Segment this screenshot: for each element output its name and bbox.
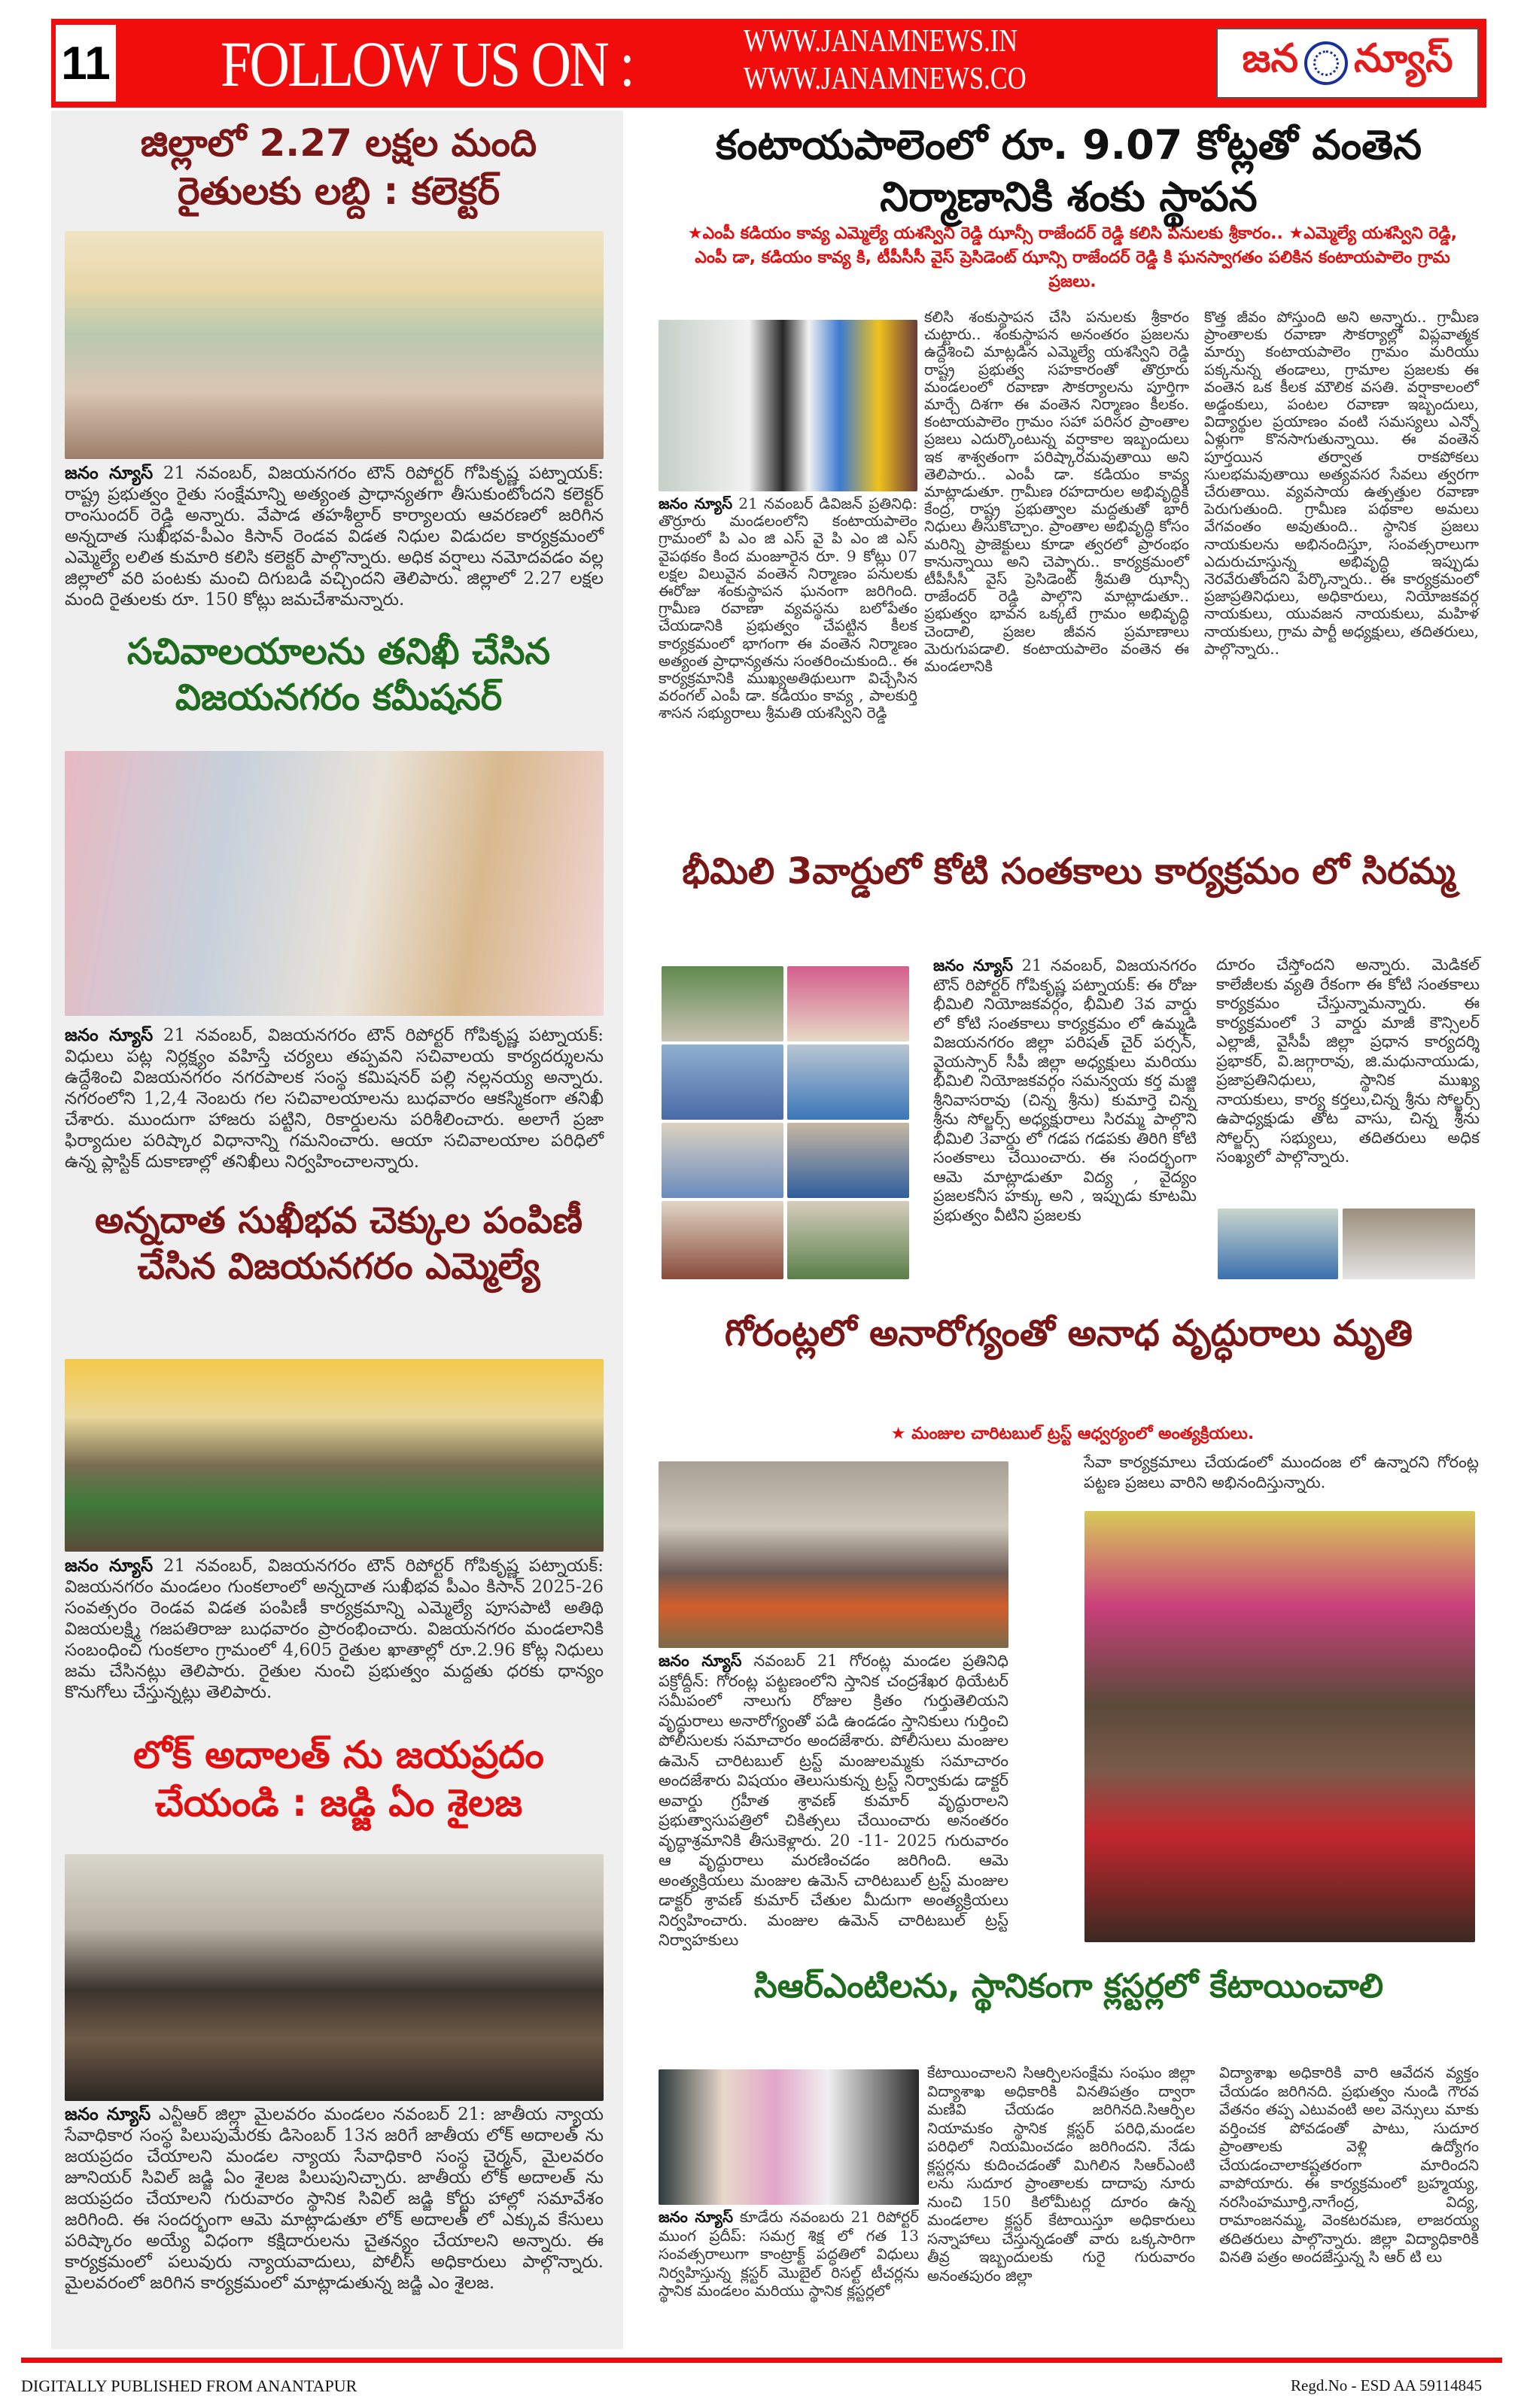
footer-registration-number: Regd.No - ESD AA 59114845 — [1291, 2376, 1483, 2394]
headline-secretariat: సచివాలయాలను తనిఖీ చేసిన విజయనగరం కమీషనర్ — [126, 631, 551, 719]
chakra-icon — [1304, 41, 1348, 85]
article-body-gorantla-col2: సేవా కార్యక్రమాలు చేయడంలో ముందంజ లో ఉన్నారని గోరంట్ల పట్టణ ప్రజలు వారిని అభినందిస్తున్నారు. — [1084, 1453, 1479, 1491]
headline-crmt: సిఆర్ఎంటిలను, స్థానికంగా క్లస్టర్లలో కేటాయించాలి — [753, 1967, 1384, 2005]
photo-farmers-event — [65, 231, 604, 459]
logo-text-left: జన — [1242, 35, 1298, 81]
photo-bhimili-6 — [787, 1123, 909, 1198]
article-body-bridge-col3: కొత్త జీవం పోస్తుంది అని అన్నారు.. గ్రామీణ ప్రాంతాలకు రవాణా సౌకర్యాల్లో విప్లవాత్మక మార్పు కంటాయపాలెం గ్రామం మరియు పక్కనున్న తండాలు, గ్రామాల ప్రజలకు ఈ వంతెన ఒక కీలక మౌలిక వసతి. వర్షాకాలంలో అడ్డంకులు, పంటల రవాణా ఇబ్బందులు, విద్యార్థుల ప్రయాణం వంటి సమస్యలు ఎన్నో ఏళ్లుగా కొనసాగుతున్నాయి. ఈ వంతెన పూర్తయిన తర్వాత రాకపోకలు సులభమవుతాయి అత్యవసర సేవలు త్వరగా చేరుతాయి. వ్యవసాయ ఉత్పత్తుల రవాణా పెరుగుతుంది. గ్రామీణ పథకాల అమలు వేగవంతం అవుతుంది.. స్థానిక ప్రజలు నాయకులను అభినందిస్తూ, సంవత్సరాలుగా ఎదురుచూస్తున్న అభివృద్ధి ఇప్పుడు నెరవేరుతోందని పేర్కొన్నారు.. ఈ కార్యక్రమంలో ప్రజాప్రతినిధులు, అధికారులు, నియోజకవర్గ నాయకులు, యువజన నాయకులు, మహిళ నాయకులు, గ్రామ పార్టీ అధ్యక్షులు, తదితరులు, పాల్గొన్నారు.. — [1204, 308, 1479, 658]
photo-cheque-distribution — [65, 1359, 604, 1552]
article-body-bhimili-col1 — [933, 956, 1197, 1225]
masthead-banner — [51, 19, 1486, 108]
headline-gorantla: గోరంట్లలో అనారోగ్యంతో అనాధ వృద్ధురాలు మృతి — [724, 1312, 1413, 1354]
photo-bhimili-7 — [662, 1201, 783, 1279]
headline-farmers: జిల్లాలో 2.27 లక్షల మంది రైతులకు లబ్ది : కలెక్టర్ — [140, 121, 537, 213]
website-link-co[interactable]: WWW.JANAMNEWS.CO — [744, 62, 1027, 96]
photo-crmt-petition — [659, 2069, 919, 2205]
photo-bridge-foundation — [659, 320, 917, 491]
photo-deceased-woman — [1084, 1511, 1475, 1942]
photo-commissioner-inspection — [65, 751, 604, 1016]
article-text: నవంబర్ 21 గోరంట్ల మండల ప్రతినిధి పక్రోద్దీన్: గోరంట్ల పట్టణంలోని స్తానిక చంద్రశేఖర థియేటర్ సమీపంలో నాలుగు రోజుల క్రితం గుర్తుతెలియని వృద్ధురాలు అనారోగ్యంతో పడి ఉండడం స్తానికులు గుర్తించి పోలీసులకు సమాచారం అందజేశారు. పోలీసులు మంజుల ఉమెన్ చారిటబుల్ ట్రస్ట్ మంజులమ్మకు సమాచారం అందజేశారు విషయం తెలుసుకున్న ట్రస్ట్ నిర్వాకుడు డాక్టర్ అవార్డు గ్రహీత శ్రావణ్ కుమార్ వృద్ధురాలని ప్రభుత్వాసుపత్రిలో చికిత్సలు చేయించారు అనంతరం వృద్ధాశ్రమానికి తీసుకెళ్లారు. 20 -11- 2025 గురువారం ఆ వృద్ధురాలు మరణించడం జరిగింది. ఆమె అంత్యక్రియలు మంజుల ఉమెన్ చారిటబుల్ ట్రస్ట్ మంజుల డాక్టర్ శ్రావణ్ కుమార్ చేతుల మీదుగా అంత్యక్రియలు నిర్వహించారు. మంజుల ఉమెన్ చారిటబుల్ ట్రస్ట్ నిర్వాహకులు — [659, 1652, 1008, 1949]
photo-bhimili-1 — [662, 966, 783, 1041]
article-text: 21 నవంబర్, విజయనగరం టౌన్ రిపోర్టర్ గోపికృష్ణ పట్నాయక్: రాష్ట్ర ప్రభుత్వం రైతు సంక్షేమాన్ని అత్యంత ప్రాధాన్యతగా తీసుకుంటోందని కలెక్టర్ రాంసుందర్ రెడ్డి అన్నారు. వేపాడ తహశీల్దార్ కార్యాలయ ఆవరణలో జరిగిన అన్నదాత సుఖీభవ-పీఎం కిసాన్ రెండవ విడత నిధుల విడుదల కార్యక్రమంలో ఎమ్మెల్యే లలిత కుమారి కలిసి కలెక్టర్ పాల్గొన్నారు. అధిక వర్షాలు నమోదవడం వల్ల జిల్లాలో వరి పంటకు మంచి దిగుబడి వచ్చిందని తెలిపారు. జిల్లాలో 2.27 లక్షల మంది రైతులకు రూ. 150 కోట్లు జమచేశామన్నారు. — [65, 464, 604, 610]
article-body-bridge-col1 — [659, 495, 917, 722]
headline-bhimili: భీమిలి 3వార్డులో కోటి సంతకాలు కార్యక్రమం లో సిరమ్మ — [682, 850, 1456, 892]
dateline: జనం న్యూస్ — [933, 956, 1014, 974]
dateline: జనం న్యూస్ — [65, 2104, 151, 2124]
dateline: జనం న్యూస్ — [659, 1651, 742, 1670]
photo-bhimili-2 — [787, 966, 909, 1041]
photo-bhimili-4 — [787, 1044, 909, 1120]
headline-lok-adalat: లోక్ అదాలత్ ను జయప్రదం చేయండి : జడ్జి ఏం శైలజ — [133, 1733, 544, 1825]
dateline: జనం న్యూస్ — [65, 463, 154, 483]
article-body-secretariat — [65, 1025, 604, 1172]
dateline: జనం న్యూస్ — [65, 1555, 154, 1576]
photo-bhimili-8 — [787, 1201, 909, 1279]
article-text: 21 నవంబర్ డివిజన్ ప్రతినిధి: తొర్రూరు మండలంలోని కంటాయపాలెం గ్రామంలో పి ఎం జి ఎస్ వై పి ఎం జి ఎస్ వైపథకం కింద మంజూరైన రూ. 9 కోట్లు 07 లక్షల విలువైన వంతెన నిర్మాణం పనులకు ఈరోజు శంకుస్థాపన ఘనంగా జరిగింది. గ్రామీణ రవాణా వ్యవస్థను బలోపేతం చేయడానికి ప్రభుత్వం చేపట్టిన కీలక కార్యక్రమంలో భాగంగా ఈ వంతెన నిర్మాణం అత్యంత ప్రాధాన్యతను సంతరించుకుంది.. ఈ కార్యక్రమానికి ముఖ్యఅతిథులుగా విచ్చేసిన వరంగల్ ఎంపీ డా. కడియం కావ్య , పాలకుర్తి శాసన సభ్యురాలు శ్రీమతి యశస్విని రెడ్డి — [659, 494, 918, 722]
article-body-farmers — [65, 463, 604, 610]
photo-funeral — [659, 1461, 1008, 1648]
headline-annadata: అన్నదాత సుఖీభవ చెక్కుల పంపిణీ చేసిన విజయనగరం ఎమ్మెల్యే — [95, 1199, 583, 1288]
subtitle-gorantla: ★ మంజుల చారిటబుల్ ట్రస్ట్ ఆధ్వర్యంలో అంత్యక్రియలు. — [890, 1424, 1255, 1443]
photo-bhimili-3 — [662, 1044, 783, 1120]
footer-published-from: DIGITALLY PUBLISHED FROM ANANTAPUR — [21, 2376, 357, 2395]
headline-bridge: కంటాయపాలెంలో రూ. 9.07 కోట్లతో వంతెన నిర్మాణానికి శంకు స్థాపన — [715, 121, 1422, 221]
logo-text-right: న్యూస్ — [1353, 35, 1453, 81]
article-body-crmt-col2: కేటాయించాలని సిఆర్పిలసంక్షేమ సంఘం జిల్లా విద్యాశాఖ అధికారికి వినతిపత్రం ద్వారా మణివి చేయడం జరిగినది.సిఆర్పిల నియామకం స్థానిక క్లస్టర్ పరిధి,మండల పరిధిలో నియమించడం జరిగిందని. నేడు క్లస్టర్లను కుదించడంతో మిగిలిన సిఆర్ఎంటి లను సుదూర ప్రాంతాలకు దాదాపు నూరు నుంచి 150 కిలోమీటర్ల దూరం ఉన్న మండలాల క్లస్టర్ కేటాయిస్తూ అధికారులు సన్నాహాలు చేస్తున్నడంతో వారు ఒక్కసారిగా తీవ్ర ఇబ్బందులకు గురై గురువారం అనంతపురం జిల్లా — [927, 2063, 1195, 2285]
page-number: 11 — [56, 25, 116, 102]
subtitle-bridge: ★ఎంపీ కడియం కావ్య ఎమ్మెల్యే యశస్విని రెడ్డి ఝాన్సీ రాజేందర్ రెడ్డి కలిసి పనులకు శ్రీకారం.. ★ఎమ్మెల్యే యశస్విని రెడ్డి, ఎంపీ డా, కడియం కావ్య కి, టీపీసీసీ వైస్ ప్రెసిడెంట్ ఝాన్సి రాజేందర్ రెడ్డి కి ఘనస్వాగతం పలికిన కంటాయపాలెం గ్రామ ప్రజలు. — [687, 224, 1458, 291]
photo-bhimili-5 — [662, 1123, 783, 1198]
website-link-in[interactable]: WWW.JANAMNEWS.IN — [744, 24, 1018, 59]
article-body-lok-adalat — [65, 2104, 604, 2294]
article-body-crmt-col3: విద్యాశాఖ అధికారికి వారి ఆవేదన వ్యక్తం చేయడం జరిగినది. ప్రభుత్వం నుండి గౌరవ వేతనం తప్ప ఎటువంటి అల వెన్సులు మాకు వర్తించక పోవడంతో పాటు, సుదూర ప్రాంతాలకు వెళ్లి ఉద్యోగం చేయడంచాలాకష్టతరంగా మారిందని వాపోయారు. ఈ కార్యక్రమంలో బ్రహ్మయ్య, నరసింహమూర్తి,నాగేంద్ర, విద్య, రామాంజనమ్మ, వెంకటరమణ, లాజరయ్య తదితరులు పాల్గొన్నారు. జిల్లా విద్యాధికారికి వినతి పత్రం అందజేస్తున్న సి ఆర్ టి లు — [1219, 2063, 1479, 2266]
article-body-annadata — [65, 1555, 604, 1703]
article-body-bridge-col2: కలిసి శంకుస్థాపన చేసి పనులకు శ్రీకారం చుట్టారు.. శంకుస్థాపన అనంతరం ప్రజలను ఉద్దేశించి మాట్లడిన ఎమ్మెల్యే యశస్విని రెడ్డి రాష్ట్ర ప్రభుత్వ సహకారంతో తొర్రూరు మండలంలో రవాణా సౌకర్యాలను పూర్తిగా మార్చే దిశగా ఈ వంతెన నిర్మాణం కీలకం. కంటాయపాలెం గ్రామం సహా పరిసర ప్రాంతాల ప్రజలు ఎదుర్కొంటున్న వర్షాకాల ఇబ్బందులు ఇక శాశ్వతంగా పరిష్కారమవుతాయి అని తెలిపారు.. ఎంపీ డా. కడియం కావ్య మాట్లాడుతూ. గ్రామీణ రహదారుల అభివృద్ధికి కేంద్ర, రాష్ట్ర ప్రభుత్వాల మద్దతుతో భారీ నిధులు తీసుకొచ్చాం. ప్రాంతాల అభివృద్ధి కోసం మరిన్ని ప్రాజెక్టులు కూడా త్వరలో ప్రారంభం కానున్నాయి అని చెప్పారు.. కార్యక్రమంలో టీపీసీసీ వైస్ ప్రెసిడెంట్ శ్రీమతి ఝాన్సీ రాజేందర్ రెడ్డి పాల్గొని మాట్లాడుతూ.. ప్రభుత్వం భావన ఒక్కటే గ్రామం అభివృద్ధి చెందాలి, ప్రజల జీవన ప్రమాణాలు మెరుగుపడాలి. కంటాయపాలెం వంతెన ఈ మండలానికి — [924, 308, 1189, 676]
follow-us-label: FOLLOW US ON : — [221, 28, 634, 100]
janam-news-logo — [1216, 28, 1479, 99]
article-text: 21 నవంబర్, విజయనగరం టౌన్ రిపోర్టర్ గోపికృష్ణ పట్నాయక్: విజయనగరం మండలం గుంకలాంలో అన్నదాత సుఖీభవ పీఎం కిసాన్ 2025-26 సంవత్సరం రెండవ విడత పంపిణీ కార్యక్రమాన్ని ఎమ్మెల్యే పూసపాటి అతిథి విజయలక్ష్మి గజపతిరాజు బుధవారం ప్రారంభించారు. విజయనగరం మండలానికి సంబంధించి గుంకలాం గ్రామంలో 4,605 రైతుల ఖాతాల్లో రూ.2.96 కోట్ల నిధులు జమ చేసినట్లు తెలిపారు. రైతుల నుంచి ప్రభుత్వం మద్దతు ధరకు ధాన్యం కొనుగోలు చేస్తున్నట్లు తెలిపారు. — [65, 1556, 604, 1702]
dateline: జనం న్యూస్ — [65, 1025, 154, 1045]
article-text: ఎన్టీఆర్ జిల్లా మైలవరం మండలం నవంబర్ 21: జాతీయ న్యాయ సేవాధికార సంస్థ పిలుపుమేరకు డిసెంబర్ 13న జరిగే జాతీయ లోక్ అదాలత్ ను జయప్రదం చేయాలని మండల న్యాయ సేవాధికారి సంస్థ చైర్మన్, మైలవరం జూనియర్ సివిల్ జడ్జి ఏం శైలజ పిలుపునిచ్చారు. జాతీయ లోక్ అదాలత్ ను జయప్రదం చేయాలని గురువారం స్థానిక సివిల్ జడ్జి కోర్టు హాల్లో సమావేశం జరిగింది. ఈ సందర్భంగా ఆమె మాట్లాడుతూ లోక్ అదాలత్ లో ఎక్కువ కేసులు పరిష్కారం అయ్యే విధంగా కక్షిదారులను చైతన్యం చేయాలని అన్నారు. ఈ కార్యక్రమంలో పలువురు న్యాయవాదులు, పోలీస్ అధికారులు పాల్గొన్నారు. మైలవరంలో జరిగిన కార్యక్రమంలో మాట్లాడుతున్న జడ్జి ఎం శైలజ. — [65, 2105, 604, 2293]
photo-bhimili-10 — [1343, 1209, 1475, 1279]
dateline: జనం న్యూస్ — [659, 494, 733, 512]
article-body-crmt-col1 — [659, 2208, 919, 2300]
footer-rule — [21, 2358, 1502, 2363]
article-text: 21 నవంబర్, విజయనగరం టౌన్ రిపోర్టర్ గోపికృష్ణ పట్నాయక్: విధులు పట్ల నిర్లక్ష్యం వహిస్తే చర్యలు తప్పవని సచివాలయ కార్యదర్శులను ఉద్దేశించి విజయనగరం నగరపాలక సంస్థ కమిషనర్ పల్లి నల్లనయ్య అన్నారు. నగరంలోని 1,2,4 నెంబరు గల సచివాలయాలను బుధవారం ఆకస్మికంగా తనిఖీ చేశారు. ముందుగా హాజరు పట్టిని, రికార్డులను పరిశీలించారు. అలాగే ప్రజా ఫిర్యాదుల పరిష్కార విధానాన్ని గమనించారు. ఆయా సచివాలయాల పరిధిలో ఉన్న ప్లాస్టిక్ దుకాణాల్లో తనిఖీలు నిర్వహించాలన్నారు. — [65, 1026, 604, 1172]
article-body-bhimili-col2: దూరం చేస్తోందని అన్నారు. మెడికల్ కాలేజీలకు వ్యతి రేకంగా ఈ కోటి సంతకాలు కార్యక్రమం చేస్తున్నామన్నారు. ఈ కార్యక్రమంలో 3 వార్డు మాజీ కౌన్సిలర్ ఎల్లాజీ, వైసీపీ జిల్లా ప్రధాన కార్యదర్శి ప్రభాకర్, వి.జగ్గారావు, జి.మధునాయుడు, ప్రజాప్రతినిధులు, స్థానిక ముఖ్య నాయకులు, కార్య కర్తలు,చిన్న శ్రీను సోల్జర్స్ ఉపాధ్యక్షుడు తోట వాసు, చిన్న శ్రీను సోల్జర్స్ సభ్యులు, తదితరులు అధిక సంఖ్యలో పాల్గొన్నారు. — [1216, 956, 1480, 1166]
dateline: జనం న్యూస్ — [659, 2208, 734, 2226]
photo-bhimili-9 — [1218, 1209, 1338, 1279]
article-body-gorantla-col1 — [659, 1651, 1008, 1950]
article-text: 21 నవంబర్, విజయనగరం టౌన్ రిపోర్టర్ గోపికృష్ణ పట్నాయక్: ఈ రోజు భీమిలి నియోజకవర్గం, భీమిలి 3వ వార్డు లో కోటి సంతకాలు కార్యక్రమం లో ఉమ్మడి విజయనగరం జిల్లా పరిషత్ చైర్ పర్సన్, వైయస్సార్ సీపీ జిల్లా అధ్యక్షులు మరియు భీమిలి నియోజకవర్గం సమన్వయ కర్త మజ్జి శ్రీనివాసరావు (చిన్న శ్రీను) కుమార్తె చిన్న శ్రీను సోల్జర్స్ అధ్యక్షురాలు సిరమ్మ పాల్గొని భీమిలి 3వార్డు లో గడప గడపకు తిరిగి కోటి సంతకాలు చేయించారు. ఈ సందర్భంగా ఆమె మాట్లాడుతూ విద్య , వైద్యం ప్రజలకనీస హక్కు అని , ఇప్పుడు కూటమి ప్రభుత్వం వీటిని ప్రజలకు — [933, 956, 1197, 1224]
photo-judge-meeting — [65, 1854, 604, 2101]
article-text: కూడేరు నవంబరు 21 రిపోర్టర్ ముంగ ప్రదీప్: సమగ్ర శిక్ష లో గత 13 సంవత్సరాలుగా కాంట్రాక్ట్ పద్ధతిలో విధులు నిర్వహిస్తున్న క్లస్టర్ మొబైల్ రిసల్ట్ టీచర్లను స్థానిక మండలం మరియు స్థానిక క్లస్టర్లలో — [659, 2208, 919, 2300]
